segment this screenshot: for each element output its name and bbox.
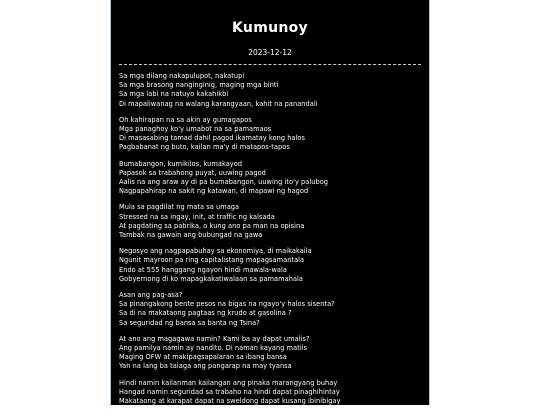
poem-line: Gobyernong di ko mapagkakatiwalaan sa pamamahala bbox=[119, 274, 304, 283]
poem-line: Ano ba sa mga ito ang aming pagmamalabis? bbox=[119, 406, 273, 415]
poem-line: Hindi namin kailanman kailangan ang pinaka marangyang buhay bbox=[119, 378, 338, 387]
poem-line: Tambak na gawain ang bubungad na gawa bbox=[119, 231, 263, 240]
poem-line: Makataong at karapat dapat na sweldong dapat kusang ibinibigay bbox=[119, 397, 341, 406]
poem-line: Stressed na sa ingay, init, at traffic ng kalsada bbox=[119, 212, 275, 221]
poem-line: Pagbabanat ng buto, kailan ma'y di matapos-tapos bbox=[119, 143, 290, 152]
stanza bbox=[119, 335, 423, 372]
stanza bbox=[119, 247, 423, 284]
poem-line: Ang pamilya namin ay nandito. Di naman kayang matiis bbox=[119, 344, 308, 353]
poem-line: Sa mga brasong nanginginig, maging mga binti bbox=[119, 81, 279, 90]
poem-line: Sa di na makataong pagtaas ng krudo at gasolina ? bbox=[119, 309, 292, 318]
poem-line: Mga panaghoy ko'y umabot na sa pamamaos bbox=[119, 125, 272, 134]
dashed-divider bbox=[119, 64, 421, 65]
poem-line: Sa seguridad ng bansa sa banta ng Tsina? bbox=[119, 318, 260, 327]
poem-line: Negosyo ang nagpapabuhay sa ekonomiya, di maikakaila bbox=[119, 247, 312, 256]
poem-line: At ano ang magagawa namin? Kami ba ay dapat umalis? bbox=[119, 334, 310, 343]
poem-line: Asan ang pag-asa? bbox=[119, 291, 183, 300]
poem-line: Mula sa pagdilat ng mata sa umaga bbox=[119, 203, 240, 212]
stanza bbox=[119, 116, 423, 153]
stanza bbox=[119, 72, 423, 109]
poem-line: Maging OFW at makipagsapalaran sa ibang bansa bbox=[119, 353, 287, 362]
poem-line: Aalis na ang araw ay di pa bumabangon, uuwing ito'y palubog bbox=[119, 178, 329, 187]
poem-line: Endo at 555 hanggang ngayon hindi mawala-wala bbox=[119, 265, 287, 274]
poem-line: Di mapaliwanag na walang karangyaan, kahit na panandali bbox=[119, 99, 318, 108]
post-date: 2023-12-12 bbox=[248, 48, 292, 57]
stanza bbox=[119, 203, 423, 240]
post-panel bbox=[110, 0, 430, 415]
poem-line: At pagdating sa pabrika, o kung ano pa man na opisina bbox=[119, 221, 305, 230]
stanza bbox=[119, 379, 423, 416]
stanza bbox=[119, 160, 423, 197]
poem-line: Ngunit mayroon pa ring capitalistang mapagsamantala bbox=[119, 256, 305, 265]
poem-line: Sa mga labi na natuyo kakahikbi bbox=[119, 90, 229, 99]
poem-body bbox=[111, 72, 429, 416]
poem-line: Oh kahirapan na sa akin ay gumagapos bbox=[119, 115, 252, 124]
poem-line: Sa pinangakong bente pesos na bigas na ngayo'y halos sisenta? bbox=[119, 300, 335, 309]
poem-line: Yan na lang ba talaga ang pangarap na may tyansa bbox=[119, 362, 292, 371]
poem-line: Papasok sa trabahong puyat, uuwing pagod bbox=[119, 168, 266, 177]
poem-line: Nagpapahirap na sakit ng katawan, di mapawi ng hagod bbox=[119, 187, 309, 196]
post-title: Kumunoy bbox=[232, 20, 308, 36]
poem-line: Di masasabing tamad dahil pagod ikamatay kong halos bbox=[119, 134, 305, 143]
stanza bbox=[119, 291, 423, 328]
poem-line: Hangad namin seguridad sa trabaho na hindi dapat pinaghihintay bbox=[119, 387, 340, 396]
poem-line: Sa mga dilang nakapulupot, nakatupi bbox=[119, 72, 245, 80]
poem-line: Bumabangon, kumikilos, kumakayod bbox=[119, 159, 243, 168]
